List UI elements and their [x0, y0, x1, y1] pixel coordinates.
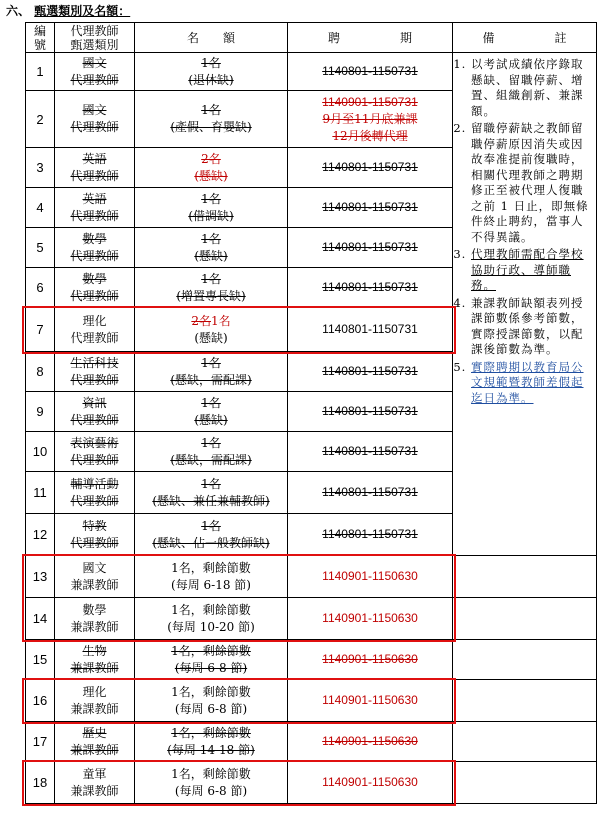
quota-reason: (每周 6-8 節) — [174, 783, 248, 798]
period-line: 1140901-1150731 — [322, 94, 418, 109]
period-line: 1140801-1150731 — [322, 240, 418, 254]
notes-empty-cell — [453, 598, 597, 640]
category-type: 代理教師 — [70, 72, 119, 87]
table-row — [26, 53, 597, 91]
header-quota: 名 額 — [135, 23, 288, 53]
row-number: 12 — [26, 514, 55, 556]
period-line: 1140901-1150630 — [322, 775, 418, 789]
period-line: 1140801-1150731 — [322, 485, 418, 499]
quota-count — [135, 313, 287, 330]
category-type: 代理教師 — [70, 168, 119, 183]
period-line: 1140901-1150630 — [322, 734, 418, 748]
category-subject: 理化 — [82, 684, 107, 699]
category-subject: 英語 — [82, 151, 107, 166]
row-number: 10 — [26, 432, 55, 472]
row-period — [288, 352, 453, 392]
quota-old-count: 2名 — [191, 313, 211, 328]
category-subject: 輔導活動 — [70, 476, 119, 491]
table-row — [26, 762, 597, 804]
row-period — [288, 53, 453, 91]
row-number: 11 — [26, 472, 55, 514]
row-quota — [135, 514, 288, 556]
row-quota — [135, 352, 288, 392]
table-row — [26, 722, 597, 762]
row-quota — [135, 268, 288, 308]
category-type: 代理教師 — [70, 288, 119, 303]
period-line: 9月至11月底兼課 — [322, 111, 418, 126]
category-subject: 資訊 — [82, 395, 107, 410]
row-period — [288, 148, 453, 188]
row-quota — [135, 598, 288, 640]
row-period — [288, 556, 453, 598]
row-number: 5 — [26, 228, 55, 268]
note-text: 代理教師需配合學校協助行政、導師職務。 — [471, 247, 584, 292]
category-type: 兼課教師 — [70, 742, 119, 757]
header-category: 代理教師 甄選類別 — [55, 23, 135, 53]
note-text: 兼課教師缺額表列授課節數係參考節數，實際授課節數，以配課後節數為準。 — [471, 295, 584, 356]
notes-empty-cell — [453, 556, 597, 598]
row-period — [288, 598, 453, 640]
quota-reason: (懸缺，需配課) — [170, 372, 252, 387]
row-quota — [135, 148, 288, 188]
row-period — [288, 722, 453, 762]
period-line: 1140801-1150731 — [322, 444, 418, 458]
category-type: 代理教師 — [70, 412, 119, 427]
quota-count: 1名 — [201, 395, 221, 410]
row-category — [55, 268, 135, 308]
category-subject: 生活科技 — [70, 355, 119, 370]
row-quota — [135, 762, 288, 804]
category-subject: 國文 — [82, 55, 107, 70]
row-quota — [135, 91, 288, 148]
row-period — [288, 432, 453, 472]
quota-count: 1名，剩餘節數 — [171, 684, 251, 699]
quota-reason: (懸缺) — [194, 330, 228, 345]
category-type: 兼課教師 — [70, 701, 119, 716]
quota-count: 1名，剩餘節數 — [171, 643, 251, 658]
quota-count: 1名 — [201, 191, 221, 206]
section-number: 六、 — [6, 4, 31, 18]
quota-new-count: 1名 — [211, 313, 231, 328]
category-type: 代理教師 — [70, 452, 119, 467]
row-number: 3 — [26, 148, 55, 188]
quota-reason: (每周 14-18 節) — [167, 742, 255, 757]
quota-reason: (每周 10-20 節) — [167, 619, 255, 634]
row-quota — [135, 53, 288, 91]
quota-count: 1名 — [201, 231, 221, 246]
row-category — [55, 556, 135, 598]
category-type: 兼課教師 — [70, 577, 119, 592]
table-row — [26, 640, 597, 680]
notes-empty-cell — [453, 722, 597, 762]
period-line: 1140801-1150731 — [322, 322, 418, 336]
table-row — [26, 598, 597, 640]
row-number: 14 — [26, 598, 55, 640]
quota-count: 1名 — [201, 355, 221, 370]
section-heading — [6, 2, 130, 19]
quota-count: 1名，剩餘節數 — [171, 560, 251, 575]
section-title: 甄選類別及名額： — [34, 4, 131, 18]
row-number: 8 — [26, 352, 55, 392]
category-type: 代理教師 — [70, 535, 119, 550]
row-period — [288, 91, 453, 148]
note-item — [471, 296, 590, 358]
period-line: 1140801-1150731 — [322, 280, 418, 294]
row-period — [288, 514, 453, 556]
quota-count: 1名 — [201, 55, 221, 70]
category-subject: 數學 — [82, 602, 107, 617]
row-number: 15 — [26, 640, 55, 680]
quota-reason: (懸缺) — [194, 412, 228, 427]
row-quota — [135, 228, 288, 268]
quota-reason: (每周 6-8 節) — [174, 660, 248, 675]
row-category — [55, 352, 135, 392]
note-item — [471, 57, 590, 119]
notes-empty-cell — [453, 640, 597, 680]
recruitment-table — [25, 22, 597, 804]
row-category — [55, 680, 135, 722]
header-period: 聘 期 — [288, 23, 453, 53]
quota-count: 1名，剩餘節數 — [171, 602, 251, 617]
period-line: 1140801-1150731 — [322, 404, 418, 418]
row-number: 2 — [26, 91, 55, 148]
row-period — [288, 680, 453, 722]
row-category — [55, 722, 135, 762]
header-notes: 備 註 — [453, 23, 597, 53]
row-quota — [135, 680, 288, 722]
quota-reason: (懸缺、兼任兼輔教師) — [152, 493, 270, 508]
quota-reason: (每周 6-8 節) — [174, 701, 248, 716]
category-subject: 國文 — [82, 103, 107, 117]
quota-count: 1名 — [201, 476, 221, 491]
category-type: 代理教師 — [70, 248, 119, 263]
row-number: 9 — [26, 392, 55, 432]
row-period — [288, 762, 453, 804]
row-quota — [135, 722, 288, 762]
period-line: 1140801-1150731 — [322, 200, 418, 214]
row-quota — [135, 432, 288, 472]
row-category — [55, 308, 135, 352]
category-type: 代理教師 — [70, 330, 119, 345]
row-quota — [135, 640, 288, 680]
note-text: 留職停薪缺之教師留職停薪原因消失或因故奉准提前復職時，相關代理教師之聘期修正至被代理人復職之前 1 日止，即無條件終止聘約，當事人不得異議。 — [471, 121, 589, 244]
quota-count: 1名 — [201, 518, 221, 533]
row-quota — [135, 392, 288, 432]
row-category — [55, 472, 135, 514]
row-number: 1 — [26, 53, 55, 91]
row-category — [55, 91, 135, 148]
period-line: 1140801-1150731 — [322, 364, 418, 378]
category-subject: 數學 — [82, 231, 107, 246]
row-quota — [135, 188, 288, 228]
notes-empty-cell — [453, 762, 597, 804]
row-period — [288, 640, 453, 680]
note-item — [471, 360, 590, 407]
row-period — [288, 228, 453, 268]
quota-count: 2名 — [201, 151, 221, 166]
row-category — [55, 432, 135, 472]
period-line: 1140901-1150630 — [322, 693, 418, 707]
table-row — [26, 556, 597, 598]
note-item — [471, 121, 590, 245]
category-subject: 特教 — [82, 518, 107, 533]
row-period — [288, 188, 453, 228]
row-quota — [135, 556, 288, 598]
row-category — [55, 53, 135, 91]
notes-empty-cell — [453, 680, 597, 722]
period-line: 12月後轉代理 — [332, 128, 408, 143]
row-quota — [135, 472, 288, 514]
row-category — [55, 188, 135, 228]
row-period — [288, 392, 453, 432]
period-line: 1140801-1150731 — [322, 64, 418, 78]
quota-reason: (懸缺、佔一般教師缺) — [152, 535, 270, 550]
quota-reason: (退休缺) — [188, 72, 234, 87]
quota-count: 1名 — [201, 435, 221, 450]
period-line: 1140801-1150731 — [322, 160, 418, 174]
note-item — [471, 247, 590, 294]
row-number: 6 — [26, 268, 55, 308]
quota-reason: (增置專長缺) — [176, 288, 246, 303]
row-category — [55, 598, 135, 640]
category-type: 代理教師 — [70, 372, 119, 387]
quota-count: 1名，剩餘節數 — [171, 766, 251, 781]
row-number: 7 — [26, 308, 55, 352]
category-type: 兼課教師 — [70, 783, 119, 798]
row-quota — [135, 308, 288, 352]
category-subject: 生物 — [82, 643, 107, 658]
row-number: 4 — [26, 188, 55, 228]
row-category — [55, 762, 135, 804]
row-period — [288, 472, 453, 514]
table-row — [26, 680, 597, 722]
quota-reason: (借調缺) — [188, 208, 234, 223]
category-subject: 理化 — [82, 313, 107, 328]
note-text: 實際聘期以教育局公文規範暨教師差假起迄日為準。 — [471, 359, 584, 405]
category-type: 代理教師 — [70, 208, 119, 223]
category-type: 代理教師 — [70, 120, 119, 134]
notes-list — [457, 57, 590, 406]
period-line: 1140801-1150731 — [322, 527, 418, 541]
header-no: 編 號 — [26, 23, 55, 53]
quota-count: 1名 — [201, 271, 221, 286]
row-period — [288, 268, 453, 308]
row-category — [55, 148, 135, 188]
row-category — [55, 392, 135, 432]
category-subject: 英語 — [82, 191, 107, 206]
quota-count: 1名，剩餘節數 — [171, 725, 251, 740]
category-subject: 歷史 — [82, 725, 107, 740]
category-subject: 表演藝術 — [70, 435, 119, 450]
quota-count: 1名 — [201, 103, 221, 117]
row-number: 16 — [26, 680, 55, 722]
category-subject: 童軍 — [82, 766, 107, 781]
period-line: 1140901-1150630 — [322, 611, 418, 625]
category-type: 兼課教師 — [70, 660, 119, 675]
quota-reason: (懸缺) — [194, 248, 228, 263]
category-type: 代理教師 — [70, 493, 119, 508]
quota-reason: (每周 6-18 節) — [171, 577, 251, 592]
row-number: 17 — [26, 722, 55, 762]
row-category — [55, 640, 135, 680]
quota-reason: (懸缺) — [194, 168, 228, 183]
period-line: 1140901-1150630 — [322, 652, 418, 666]
row-period — [288, 308, 453, 352]
row-number: 13 — [26, 556, 55, 598]
row-category — [55, 514, 135, 556]
row-category — [55, 228, 135, 268]
note-text: 以考試成績依序錄取懸缺、留職停薪、增置、組織創新、兼課額。 — [471, 57, 584, 118]
row-number: 18 — [26, 762, 55, 804]
category-subject: 國文 — [82, 560, 107, 575]
quota-reason: (懸缺，需配課) — [170, 452, 252, 467]
table-header-row — [26, 23, 597, 53]
category-type: 兼課教師 — [70, 619, 119, 634]
category-subject: 數學 — [82, 271, 107, 286]
notes-cell — [453, 53, 597, 556]
quota-reason: (產假、育嬰缺) — [170, 120, 252, 134]
period-line: 1140901-1150630 — [322, 569, 418, 583]
